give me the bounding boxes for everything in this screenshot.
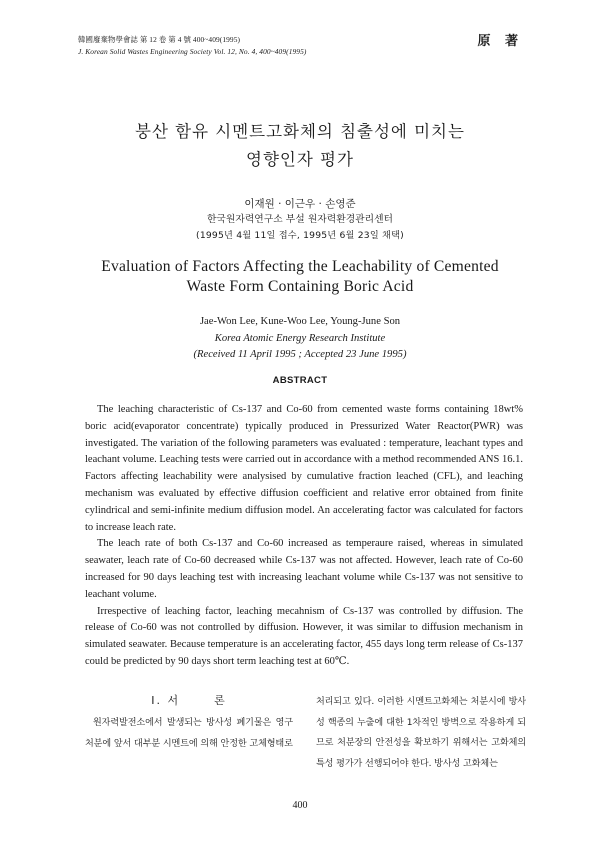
english-received-dates: (Received 11 April 1995 ; Accepted 23 June 1995): [193, 349, 407, 360]
abstract-paragraph-1: The leaching characteristic of Cs-137 and Co-60 from cemented waste forms containing 18wt% boric acid(evaporator concentrate) typically produced in Pressurized Water Reactor(PWR) was investigated. The variation of the following parameters was evaluated : temperature, leachant types and leachant volume. Leaching tests were carried out in accordance with a method recommended ANS 16.1. Factors affecting leachability were analysised by cumulative fraction leached (CFL), and leaching mechanism was evaluated by effective diffusion coefficient and relative error obtained from finite cylindrical and semi-infinite medium diffusion model. An accelerating factor was calculated for factors to increase leach rate.: [85, 404, 523, 533]
korean-title: [0, 118, 600, 174]
body-text-right: 처리되고 있다. 이러한 시멘트고화체는 처분시에 방사성 핵종의 누출에 대한 1차적인 방벽으로 작용하게 되므로 처분장의 안전성을 확보하기 위해서는 고화체의 특성 평가가 선행되어야 한다. 방사성 고화체는: [316, 697, 526, 769]
journal-citation-korean: 韓國廢棄物學會誌 第 12 卷 第 4 號 400~409(1995): [78, 35, 241, 44]
abstract-paragraph-3: Irrespective of leaching factor, leaching mecahnism of Cs-137 was controlled by diffusion. The release of Co-60 was not controlled by diffusion. However, it was similar to diffusion mechanism in simulated seawater. Because temperature is an accelerating factor, 455 days long term release of Cs-137 could be predicted by 90 days short term leaching test at 60℃.: [85, 605, 523, 667]
korean-author-block: [0, 196, 600, 244]
section-heading: [85, 691, 293, 711]
page-number: 400: [292, 800, 308, 811]
english-affiliation: Korea Atomic Energy Research Institute: [214, 332, 386, 344]
article-type-tag: 原 著: [477, 34, 523, 49]
abstract-heading: ABSTRACT: [272, 375, 328, 386]
korean-author-names: 이재원 · 이근우 · 손영준: [244, 198, 356, 210]
journal-citation-english: J. Korean Solid Wastes Engineering Society Vol. 12, No. 4, 400~409(1995): [78, 47, 307, 56]
english-author-names: Jae-Won Lee, Kune-Woo Lee, Young-June Son: [199, 316, 401, 327]
english-title: [0, 257, 600, 297]
section-number: I. 서: [151, 694, 181, 707]
abstract-paragraph-2: The leach rate of both Cs-137 and Co-60 increased as temperaure raised, whereas in simulated seawater, leach rate of Co-60 decreased while Cs-137 was not affected. However, leach rate of Co-60 increased for 90 days leaching test with increasing leachant volume while Cs-137 was not sensitive to leachant volume.: [85, 538, 523, 600]
korean-title-line-2: 영향인자 평가: [246, 150, 354, 169]
english-author-block: [0, 314, 600, 364]
running-header: [78, 34, 306, 58]
korean-affiliation: 한국원자력연구소 부설 원자력환경관리센터: [206, 214, 394, 225]
english-title-line-1: Evaluation of Factors Affecting the Leachability of Cemented: [101, 258, 499, 275]
english-title-line-2: Waste Form Containing Boric Acid: [186, 278, 414, 295]
body-column-right: [316, 692, 526, 774]
section-title: 론: [214, 694, 227, 707]
korean-title-line-1: 붕산 함유 시멘트고화체의 침출성에 미치는: [135, 122, 465, 141]
abstract-body: [85, 402, 523, 671]
korean-received-dates: (1995년 4월 11일 접수, 1995년 6월 23일 채택): [196, 230, 404, 241]
body-column-left: [85, 692, 293, 754]
body-text-left: 원자력발전소에서 발생되는 방사성 폐기물은 영구처분에 앞서 대부분 시멘트에 의해 안정한 고체형태로: [85, 718, 293, 749]
